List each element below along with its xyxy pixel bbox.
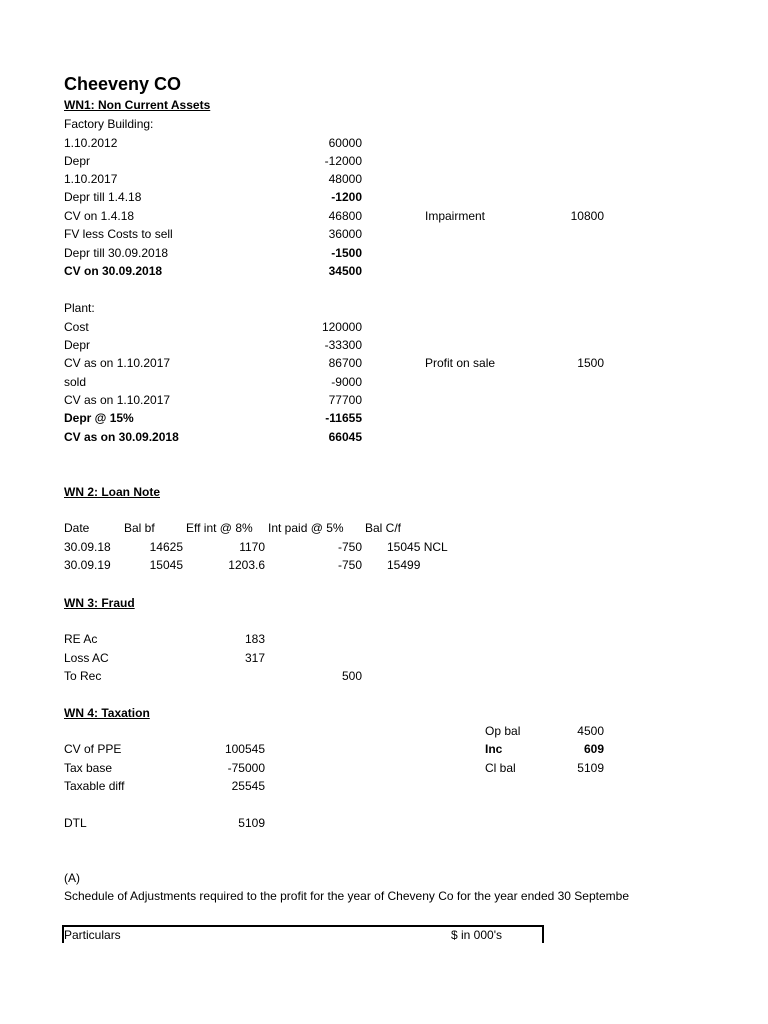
factory-label: Factory Building: — [64, 117, 154, 131]
wn4-heading: WN 4: Taxation — [64, 706, 150, 720]
factory-row-label: CV on 1.4.18 — [64, 209, 135, 223]
loan-cell: 1203.6 — [228, 558, 265, 572]
tax-row-label: CV of PPE — [64, 742, 122, 756]
tax-side-label: Op bal — [485, 724, 521, 738]
plant-row-label: CV as on 1.10.2017 — [64, 393, 171, 407]
loan-cell: 15499 — [387, 558, 421, 572]
plant-row-label: Depr @ 15% — [64, 411, 134, 425]
plant-row-label: Cost — [64, 320, 89, 334]
wn2-heading: WN 2: Loan Note — [64, 485, 160, 499]
fraud-row-label: RE Ac — [64, 632, 98, 646]
factory-row-label: 1.10.2012 — [64, 136, 118, 150]
plant-row-value: -11655 — [325, 411, 362, 425]
factory-row-value: 60000 — [328, 136, 362, 150]
fraud-row-value: 317 — [244, 651, 265, 665]
plant-row-value: 66045 — [328, 430, 362, 444]
plant-row-value: 77700 — [328, 393, 362, 407]
factory-row-label: Depr till 1.4.18 — [64, 190, 142, 204]
factory-row-label: FV less Costs to sell — [64, 227, 173, 241]
wn1-heading: WN1: Non Current Assets — [64, 98, 211, 112]
profit-on-sale-value: 1500 — [577, 356, 604, 370]
plant-row-value: -9000 — [331, 375, 362, 389]
impairment-label: Impairment — [425, 209, 486, 223]
loan-cell: 15045 — [149, 558, 183, 572]
loan-header: Date — [64, 521, 90, 535]
wn3-heading: WN 3: Fraud — [64, 596, 135, 610]
fraud-row-value: 500 — [341, 669, 362, 683]
tax-row-label: Taxable diff — [64, 779, 125, 793]
factory-row-value: 34500 — [328, 264, 362, 278]
factory-row-label: Depr — [64, 154, 91, 168]
impairment-value: 10800 — [570, 209, 604, 223]
adjustments-table-header — [62, 925, 544, 943]
loan-header: Bal C/f — [365, 521, 402, 535]
profit-on-sale-label: Profit on sale — [425, 356, 496, 370]
plant-row-label: Depr — [64, 338, 91, 352]
part-a-text: Schedule of Adjustments required to the profit for the year of Cheveny Co for the year ended 30 Septembe — [64, 889, 630, 903]
factory-row-value: -1500 — [331, 246, 362, 260]
loan-cell: 30.09.18 — [64, 540, 111, 554]
tax-side-value: 5109 — [577, 761, 604, 775]
particulars-header: Particulars — [64, 928, 121, 942]
plant-row-value: 120000 — [321, 320, 362, 334]
loan-cell: 1170 — [239, 540, 265, 554]
tax-row-value: -75000 — [227, 761, 265, 775]
fraud-row-label: Loss AC — [64, 651, 109, 665]
factory-row-value: -1200 — [331, 190, 362, 204]
factory-row-value: -12000 — [324, 154, 362, 168]
plant-label: Plant: — [64, 301, 95, 315]
plant-row-value: 86700 — [328, 356, 362, 370]
tax-side-label: Inc — [485, 742, 503, 756]
factory-row-label: 1.10.2017 — [64, 172, 118, 186]
factory-row-label: CV on 30.09.2018 — [64, 264, 163, 278]
loan-cell: 30.09.19 — [64, 558, 111, 572]
loan-cell: 15045 NCL — [387, 540, 448, 554]
part-a-label: (A) — [64, 871, 80, 885]
tax-side-value: 4500 — [577, 724, 604, 738]
fraud-row-value: 183 — [244, 632, 265, 646]
loan-cell: 14625 — [149, 540, 183, 554]
page-title: Cheeveny CO — [64, 74, 182, 94]
plant-row-label: CV as on 30.09.2018 — [64, 430, 179, 444]
factory-row-value: 46800 — [328, 209, 362, 223]
factory-row-label: Depr till 30.09.2018 — [64, 246, 169, 260]
plant-row-label: CV as on 1.10.2017 — [64, 356, 171, 370]
tax-row-label: Tax base — [64, 761, 113, 775]
loan-header: Eff int @ 8% — [186, 521, 253, 535]
factory-row-value: 48000 — [328, 172, 362, 186]
loan-header: Bal bf — [124, 521, 155, 535]
tax-row-value: 25545 — [231, 779, 265, 793]
loan-cell: -750 — [337, 540, 362, 554]
tax-row-value: 5109 — [238, 816, 265, 830]
tax-row-value: 100545 — [224, 742, 265, 756]
tax-side-value: 609 — [583, 742, 604, 756]
fraud-row-label: To Rec — [64, 669, 102, 683]
plant-row-label: sold — [64, 375, 87, 389]
amount-header: $ in 000's — [451, 928, 502, 942]
loan-header: Int paid @ 5% — [268, 521, 344, 535]
factory-row-value: 36000 — [328, 227, 362, 241]
plant-row-value: -33300 — [324, 338, 362, 352]
tax-side-label: Cl bal — [485, 761, 516, 775]
tax-row-label: DTL — [64, 816, 87, 830]
loan-cell: -750 — [337, 558, 362, 572]
